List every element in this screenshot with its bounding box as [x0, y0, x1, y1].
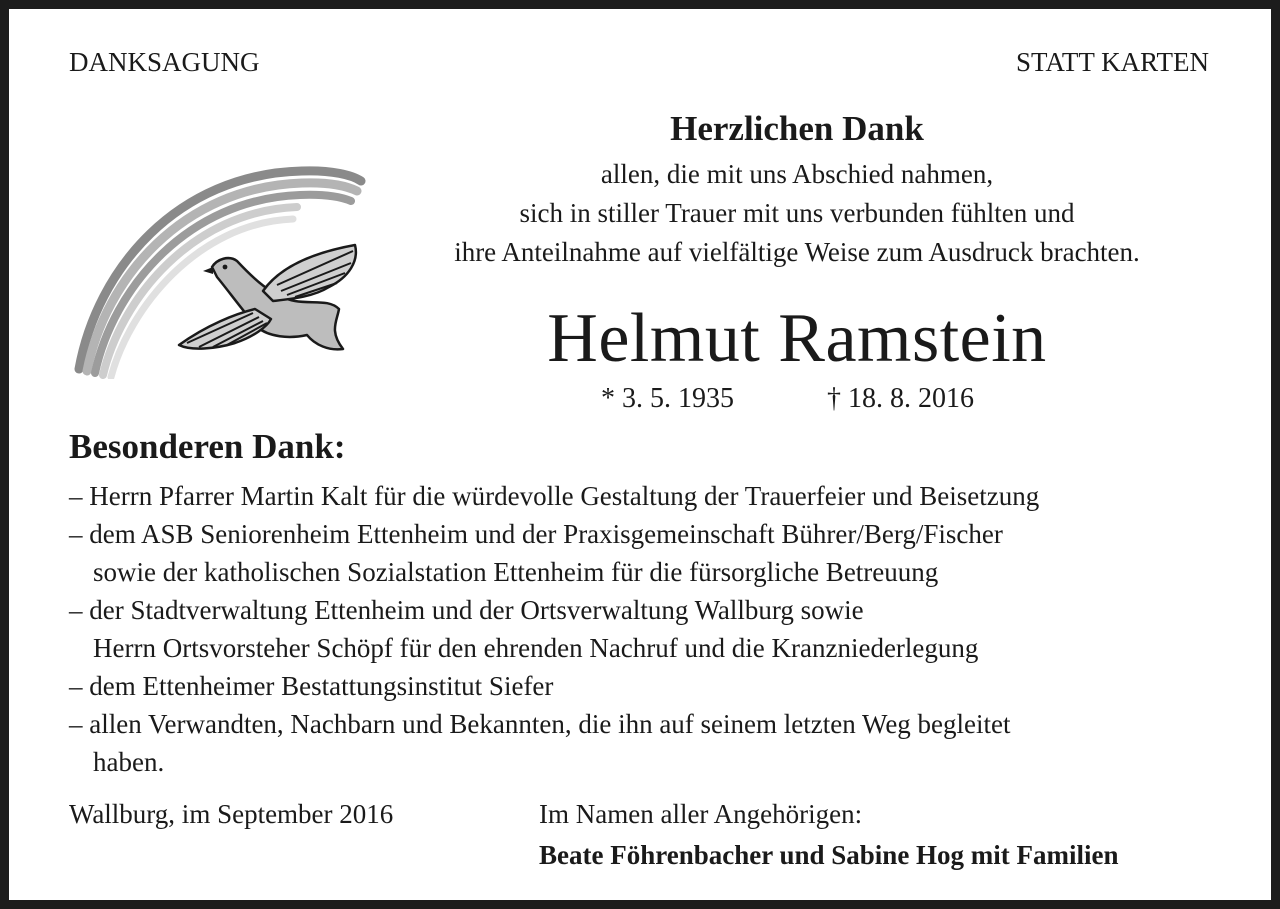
thanks-title: Herzlichen Dank	[670, 109, 924, 148]
thanks-item-line: haben.	[93, 747, 165, 777]
death-date: † 18. 8. 2016	[827, 383, 974, 414]
thanks-item-line: – Herrn Pfarrer Martin Kalt für die würdevolle Gestaltung der Trauerfeier und Beisetzung	[69, 481, 1040, 511]
thanks-item-line: – dem ASB Seniorenheim Ettenheim und der Praxisgemeinschaft Bührer/Berg/Fischer	[69, 519, 1003, 549]
instead-of-cards-label: STATT KARTEN	[1016, 47, 1209, 77]
signature-intro: Im Namen aller Angehörigen:	[539, 799, 863, 829]
thanks-item-line: sowie der katholischen Sozialstation Ettenheim für die fürsorgliche Betreuung	[93, 557, 939, 587]
thanks-item-line: – dem Ettenheimer Bestattungsinstitut Siefer	[69, 671, 554, 701]
place-and-date: Wallburg, im September 2016	[69, 799, 394, 829]
thanks-item-line: – der Stadtverwaltung Ettenheim und der Ortsverwaltung Wallburg sowie	[69, 595, 864, 625]
deceased-name: Helmut Ramstein	[547, 300, 1047, 377]
thanks-item-line: – allen Verwandten, Nachbarn und Bekannten, die ihn auf seinem letzten Weg begleitet	[69, 709, 1011, 739]
notice-type-label: DANKSAGUNG	[69, 47, 260, 77]
thanks-line: allen, die mit uns Abschied nahmen,	[600, 159, 994, 189]
thanks-line: ihre Anteilnahme auf vielfältige Weise zum Ausdruck brachten.	[454, 237, 1140, 267]
birth-date: * 3. 5. 1935	[601, 383, 734, 414]
dove-with-rainbow-icon	[67, 159, 367, 379]
signature-names: Beate Föhrenbacher und Sabine Hog mit Familien	[539, 840, 1119, 870]
special-thanks-heading: Besonderen Dank:	[69, 427, 346, 466]
thanks-item-line: Herrn Ortsvorsteher Schöpf für den ehrenden Nachruf und die Kranzniederlegung	[93, 633, 979, 663]
thanks-line: sich in stiller Trauer mit uns verbunden fühlten und	[519, 198, 1075, 228]
